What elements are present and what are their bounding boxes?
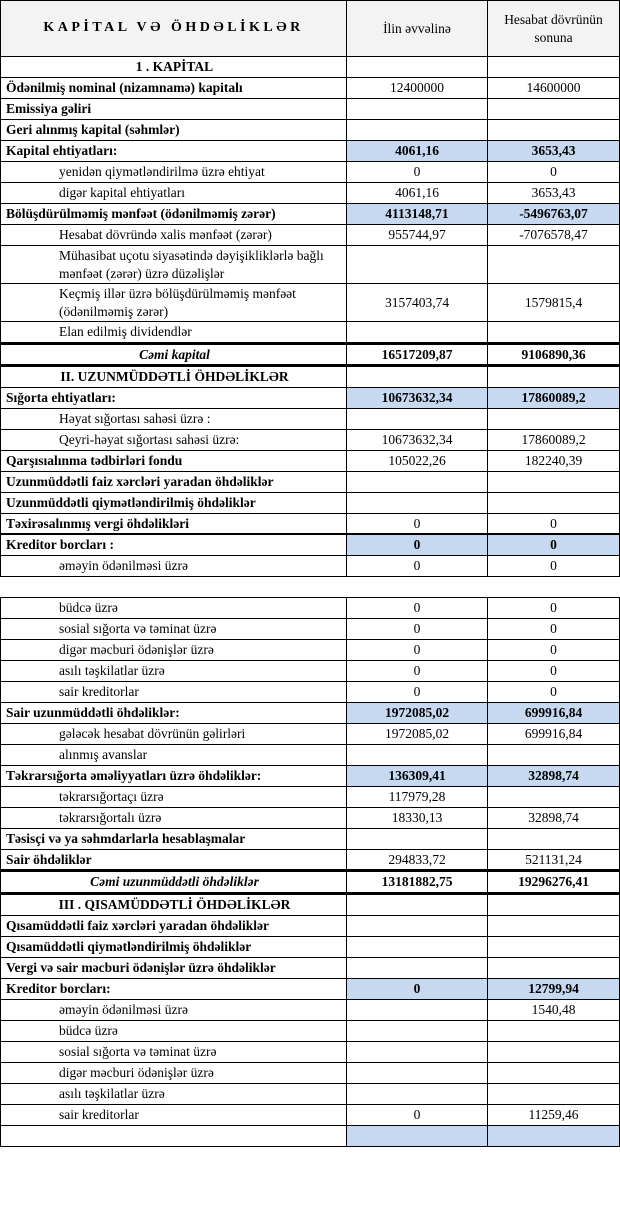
- value-end-of-period: -7076578,47: [488, 225, 620, 246]
- table-row: [1, 429, 620, 450]
- table-row: [1, 915, 620, 936]
- row-label: əməyin ödənilməsi üzrə: [1, 999, 347, 1020]
- value-start-of-year: 136309,41: [347, 765, 488, 786]
- value-start-of-year: [347, 915, 488, 936]
- table-row: [1, 246, 620, 284]
- value-start-of-year: [347, 1041, 488, 1062]
- value-start-of-year: 955744,97: [347, 225, 488, 246]
- value-start-of-year: [347, 1020, 488, 1041]
- row-label: gələcək hesabat dövrünün gəlirləri: [1, 723, 347, 744]
- value-end-of-period: 0: [488, 639, 620, 660]
- table-row: [1, 492, 620, 513]
- table-row: [1, 471, 620, 492]
- table-row: [1, 702, 620, 723]
- table-row: [1, 807, 620, 828]
- value-end-of-period: 0: [488, 513, 620, 534]
- value-start-of-year: 4113148,71: [347, 204, 488, 225]
- row-label: Cəmi kapital: [1, 343, 347, 366]
- table-row: [1, 1041, 620, 1062]
- value-start-of-year: 3157403,74: [347, 284, 488, 322]
- row-label: Hesabat dövründə xalis mənfəət (zərər): [1, 225, 347, 246]
- table-row: [1, 744, 620, 765]
- value-end-of-period: 17860089,2: [488, 429, 620, 450]
- value-start-of-year: 13181882,75: [347, 871, 488, 894]
- table-row: [1, 1083, 620, 1104]
- row-label: asılı təşkilatlar üzrə: [1, 1083, 347, 1104]
- row-label: digər kapital ehtiyatları: [1, 183, 347, 204]
- row-label: Bölüşdürülməmiş mənfəət (ödənilməmiş zərər): [1, 204, 347, 225]
- value-end-of-period: [488, 1062, 620, 1083]
- row-label: Təkrarsığorta əməliyyatları üzrə öhdəliklər:: [1, 765, 347, 786]
- column-header-end-of-period: Hesabat dövrünün sonuna: [488, 1, 620, 57]
- row-label: Kreditor borcları:: [1, 978, 347, 999]
- row-label: Sair öhdəliklər: [1, 849, 347, 871]
- value-start-of-year: 12400000: [347, 78, 488, 99]
- value-end-of-period: 19296276,41: [488, 871, 620, 894]
- value-end-of-period: [488, 828, 620, 849]
- value-end-of-period: [488, 322, 620, 344]
- row-label: Uzunmüddətli faiz xərcləri yaradan öhdəliklər: [1, 471, 347, 492]
- row-label: təkrarsığortalı üzrə: [1, 807, 347, 828]
- value-end-of-period: [488, 246, 620, 284]
- table-row: [1, 513, 620, 534]
- value-end-of-period: [488, 936, 620, 957]
- column-header-start-of-year: İlin əvvəlinə: [347, 1, 488, 57]
- row-label: Qısamüddətli faiz xərcləri yaradan öhdəliklər: [1, 915, 347, 936]
- row-label: Uzunmüddətli qiymətləndirilmiş öhdəliklər: [1, 492, 347, 513]
- value-start-of-year: [347, 99, 488, 120]
- value-end-of-period: -5496763,07: [488, 204, 620, 225]
- value-end-of-period: 3653,43: [488, 141, 620, 162]
- value-start-of-year: 1972085,02: [347, 723, 488, 744]
- row-label: Keçmiş illər üzrə bölüşdürülməmiş mənfəət (ödənilməmiş zərər): [1, 284, 347, 322]
- value-end-of-period: 699916,84: [488, 702, 620, 723]
- table-row: [1, 204, 620, 225]
- table-row: [1, 618, 620, 639]
- value-start-of-year: 0: [347, 681, 488, 702]
- value-start-of-year: 4061,16: [347, 141, 488, 162]
- row-label: Qeyri-həyat sığortası sahəsi üzrə:: [1, 429, 347, 450]
- table-row: [1, 1020, 620, 1041]
- value-end-of-period: 3653,43: [488, 183, 620, 204]
- row-label: digər məcburi ödənişlər üzrə: [1, 639, 347, 660]
- table-row: [1, 366, 620, 388]
- value-start-of-year: [347, 1083, 488, 1104]
- value-start-of-year: [347, 999, 488, 1020]
- value-end-of-period: [488, 894, 620, 916]
- value-end-of-period: 699916,84: [488, 723, 620, 744]
- value-end-of-period: [488, 957, 620, 978]
- value-end-of-period: [488, 99, 620, 120]
- value-start-of-year: 117979,28: [347, 786, 488, 807]
- row-label: Kapital ehtiyatları:: [1, 141, 347, 162]
- value-end-of-period: 0: [488, 660, 620, 681]
- table-row: [1, 57, 620, 78]
- value-end-of-period: [488, 57, 620, 78]
- row-label: Həyat sığortası sahəsi üzrə :: [1, 408, 347, 429]
- table-row: [1, 555, 620, 576]
- table-row: [1, 120, 620, 141]
- row-label: [1, 1125, 347, 1146]
- value-start-of-year: 4061,16: [347, 183, 488, 204]
- value-end-of-period: [488, 915, 620, 936]
- value-start-of-year: 0: [347, 1104, 488, 1125]
- table-row: [1, 343, 620, 366]
- value-start-of-year: [347, 894, 488, 916]
- row-label: Vergi və sair məcburi ödənişlər üzrə öhdəliklər: [1, 957, 347, 978]
- table-row: [1, 1104, 620, 1125]
- value-start-of-year: [347, 744, 488, 765]
- table-row: [1, 408, 620, 429]
- value-end-of-period: 11259,46: [488, 1104, 620, 1125]
- row-label: Emissiya gəliri: [1, 99, 347, 120]
- value-start-of-year: 0: [347, 162, 488, 183]
- table-row: [1, 597, 620, 618]
- value-end-of-period: 0: [488, 162, 620, 183]
- value-start-of-year: [347, 936, 488, 957]
- row-label: Elan edilmiş dividendlər: [1, 322, 347, 344]
- table-row: [1, 681, 620, 702]
- value-start-of-year: 10673632,34: [347, 387, 488, 408]
- value-start-of-year: [347, 120, 488, 141]
- table-row: [1, 849, 620, 871]
- value-end-of-period: 0: [488, 555, 620, 576]
- row-label: Təsisçi və ya səhmdarlarla hesablaşmalar: [1, 828, 347, 849]
- value-end-of-period: [488, 1020, 620, 1041]
- value-start-of-year: 0: [347, 555, 488, 576]
- value-start-of-year: 0: [347, 597, 488, 618]
- value-start-of-year: 0: [347, 978, 488, 999]
- value-end-of-period: [488, 408, 620, 429]
- value-start-of-year: [347, 1062, 488, 1083]
- value-start-of-year: 0: [347, 534, 488, 555]
- table-row: [1, 786, 620, 807]
- value-end-of-period: 0: [488, 618, 620, 639]
- value-start-of-year: [347, 471, 488, 492]
- row-label: Cəmi uzunmüddətli öhdəliklər: [1, 871, 347, 894]
- row-label: Qısamüddətli qiymətləndirilmiş öhdəliklər: [1, 936, 347, 957]
- table-header: [1, 1, 620, 57]
- row-label: Mühasibat uçotu siyasətində dəyişikliklərlə bağlı mənfəət (zərər) üzrə düzəlişlər: [1, 246, 347, 284]
- table-row: [1, 828, 620, 849]
- row-label: sair kreditorlar: [1, 1104, 347, 1125]
- page-break-gap: [1, 576, 620, 597]
- table-row: [1, 999, 620, 1020]
- value-end-of-period: 1579815,4: [488, 284, 620, 322]
- row-label: Sair uzunmüddətli öhdəliklər:: [1, 702, 347, 723]
- value-end-of-period: 14600000: [488, 78, 620, 99]
- value-start-of-year: 1972085,02: [347, 702, 488, 723]
- value-start-of-year: 0: [347, 618, 488, 639]
- balance-table-body: [1, 57, 620, 1147]
- table-title: KAPİTAL VƏ ÖHDƏLİKLƏR: [1, 1, 347, 57]
- table-row: [1, 871, 620, 894]
- table-row: [1, 1125, 620, 1146]
- table-row: [1, 576, 620, 597]
- table-row: [1, 639, 620, 660]
- value-start-of-year: [347, 366, 488, 388]
- table-row: [1, 978, 620, 999]
- value-start-of-year: 10673632,34: [347, 429, 488, 450]
- value-end-of-period: 12799,94: [488, 978, 620, 999]
- table-row: [1, 534, 620, 555]
- value-start-of-year: [347, 322, 488, 344]
- value-start-of-year: 105022,26: [347, 450, 488, 471]
- table-row: [1, 141, 620, 162]
- row-label: III . QISAMÜDDƏTLİ ÖHDƏLİKLƏR: [1, 894, 347, 916]
- value-end-of-period: 32898,74: [488, 765, 620, 786]
- row-label: Ödənilmiş nominal (nizamnamə) kapitalı: [1, 78, 347, 99]
- row-label: Geri alınmış kapital (səhmlər): [1, 120, 347, 141]
- table-row: [1, 284, 620, 322]
- value-end-of-period: 17860089,2: [488, 387, 620, 408]
- value-end-of-period: 0: [488, 681, 620, 702]
- value-end-of-period: 1540,48: [488, 999, 620, 1020]
- table-row: [1, 162, 620, 183]
- row-label: alınmış avanslar: [1, 744, 347, 765]
- value-start-of-year: [347, 492, 488, 513]
- value-end-of-period: [488, 786, 620, 807]
- row-label: II. UZUNMÜDDƏTLİ ÖHDƏLİKLƏR: [1, 366, 347, 388]
- table-row: [1, 322, 620, 344]
- row-label: sair kreditorlar: [1, 681, 347, 702]
- row-label: Sığorta ehtiyatları:: [1, 387, 347, 408]
- table-row: [1, 225, 620, 246]
- value-start-of-year: 0: [347, 639, 488, 660]
- value-start-of-year: [347, 408, 488, 429]
- value-end-of-period: 32898,74: [488, 807, 620, 828]
- row-label: 1 . KAPİTAL: [1, 57, 347, 78]
- value-start-of-year: 18330,13: [347, 807, 488, 828]
- value-end-of-period: [488, 492, 620, 513]
- value-end-of-period: 182240,39: [488, 450, 620, 471]
- table-row: [1, 450, 620, 471]
- value-start-of-year: [347, 1125, 488, 1146]
- table-row: [1, 723, 620, 744]
- table-row: [1, 660, 620, 681]
- value-end-of-period: [488, 366, 620, 388]
- value-start-of-year: [347, 957, 488, 978]
- row-label: Qarşısıalınma tədbirləri fondu: [1, 450, 347, 471]
- value-end-of-period: [488, 471, 620, 492]
- row-label: təkrarsığortaçı üzrə: [1, 786, 347, 807]
- row-label: əməyin ödənilməsi üzrə: [1, 555, 347, 576]
- value-end-of-period: [488, 1083, 620, 1104]
- row-label: Kreditor borcları :: [1, 534, 347, 555]
- value-start-of-year: 294833,72: [347, 849, 488, 871]
- row-label: sosial sığorta və təminat üzrə: [1, 1041, 347, 1062]
- row-label: yenidən qiymətləndirilmə üzrə ehtiyat: [1, 162, 347, 183]
- value-end-of-period: 0: [488, 534, 620, 555]
- row-label: asılı təşkilatlar üzrə: [1, 660, 347, 681]
- value-end-of-period: 521131,24: [488, 849, 620, 871]
- value-end-of-period: 0: [488, 597, 620, 618]
- value-start-of-year: [347, 828, 488, 849]
- row-label: büdcə üzrə: [1, 1020, 347, 1041]
- value-end-of-period: [488, 120, 620, 141]
- value-start-of-year: 16517209,87: [347, 343, 488, 366]
- value-end-of-period: 9106890,36: [488, 343, 620, 366]
- table-row: [1, 936, 620, 957]
- table-row: [1, 957, 620, 978]
- value-start-of-year: 0: [347, 513, 488, 534]
- value-start-of-year: 0: [347, 660, 488, 681]
- table-row: [1, 765, 620, 786]
- value-end-of-period: [488, 744, 620, 765]
- table-row: [1, 78, 620, 99]
- table-row: [1, 99, 620, 120]
- value-end-of-period: [488, 1125, 620, 1146]
- row-label: Təxirəsalınmış vergi öhdəlikləri: [1, 513, 347, 534]
- table-row: [1, 183, 620, 204]
- table-row: [1, 387, 620, 408]
- row-label: digər məcburi ödənişlər üzrə: [1, 1062, 347, 1083]
- table-row: [1, 894, 620, 916]
- table-row: [1, 1062, 620, 1083]
- value-start-of-year: [347, 246, 488, 284]
- value-end-of-period: [488, 1041, 620, 1062]
- value-start-of-year: [347, 57, 488, 78]
- row-label: sosial sığorta və təminat üzrə: [1, 618, 347, 639]
- row-label: büdcə üzrə: [1, 597, 347, 618]
- header-row: [1, 1, 620, 57]
